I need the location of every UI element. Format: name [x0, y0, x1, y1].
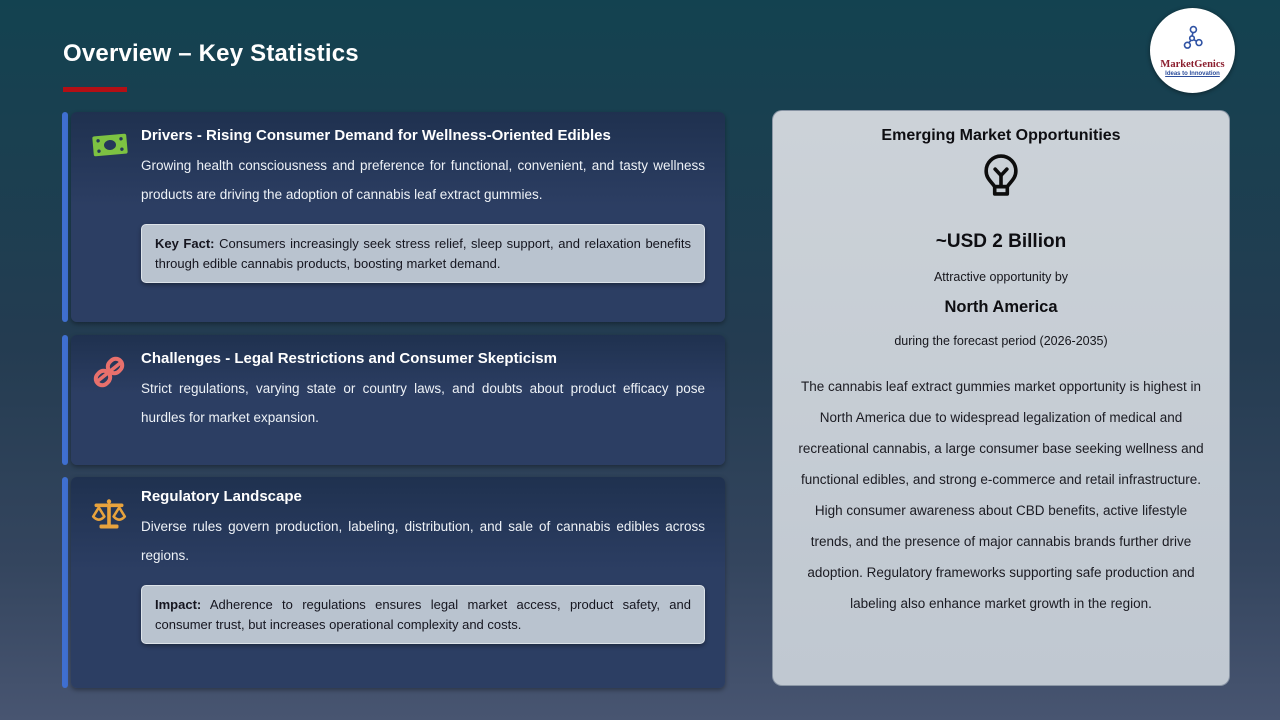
money-bill-icon — [89, 125, 141, 166]
opportunity-region: North America — [944, 298, 1058, 316]
callout-label: Impact: — [155, 597, 202, 612]
card-title: Challenges - Legal Restrictions and Consumer Skepticism — [141, 350, 557, 367]
card-accent-bar — [62, 335, 68, 465]
card-body-text: Growing health consciousness and preference for functional, convenient, and tasty wellness products are driving the adoption of cannabis leaf extract gummies. — [141, 158, 705, 202]
card-title: Drivers - Rising Consumer Demand for Wellness-Oriented Edibles — [141, 127, 611, 144]
opportunity-subtitle: Attractive opportunity by — [933, 270, 1069, 284]
impact-box — [141, 585, 705, 644]
opportunity-description: The cannabis leaf extract gummies market opportunity is highest in North America due to widespread legalization of medical and recreational cannabis, a large consumer base seeking wellness and functional edibles, and strong e-commerce and retail infrastructure. High consumer awareness about CBD benefits, active lifestyle trends, and the presence of major cannabis brands further drive adoption. Regulatory frameworks supporting safe production and labeling also enhance market growth in the region. — [798, 379, 1204, 611]
callout-text: Adherence to regulations ensures legal market access, product safety, and consumer trust, but increases operational complexity and costs. — [155, 597, 691, 632]
card-regulatory — [62, 477, 725, 688]
card-accent-bar — [62, 477, 68, 688]
callout-text: Consumers increasingly seek stress relief, sleep support, and relaxation benefits through edible cannabis products, boosting market demand. — [155, 236, 691, 271]
title-underline — [63, 87, 127, 92]
page-title: Overview – Key Statistics — [63, 40, 359, 67]
opportunity-period: during the forecast period (2026-2035) — [894, 334, 1108, 348]
card-title: Regulatory Landscape — [141, 488, 302, 505]
panel-title: Emerging Market Opportunities — [881, 127, 1121, 144]
card-challenges — [62, 335, 725, 465]
logo-tagline: Ideas to Innovation — [1165, 71, 1220, 77]
molecule-icon — [1178, 24, 1208, 59]
broken-link-icon — [89, 348, 141, 397]
callout-label: Key Fact: — [155, 236, 215, 251]
marketgenics-logo — [1150, 8, 1235, 93]
lightbulb-icon — [791, 148, 1211, 207]
card-drivers — [62, 112, 725, 322]
opportunity-panel — [772, 110, 1230, 686]
card-accent-bar — [62, 112, 68, 322]
card-body-text: Strict regulations, varying state or country laws, and doubts about product efficacy pose hurdles for market expansion. — [141, 381, 705, 425]
key-fact-box — [141, 224, 705, 283]
scales-icon — [89, 486, 141, 541]
logo-name: MarketGenics — [1160, 59, 1225, 70]
opportunity-value: ~USD 2 Billion — [935, 231, 1067, 252]
card-body-text: Diverse rules govern production, labeling, distribution, and sale of cannabis edibles across regions. — [141, 519, 705, 563]
